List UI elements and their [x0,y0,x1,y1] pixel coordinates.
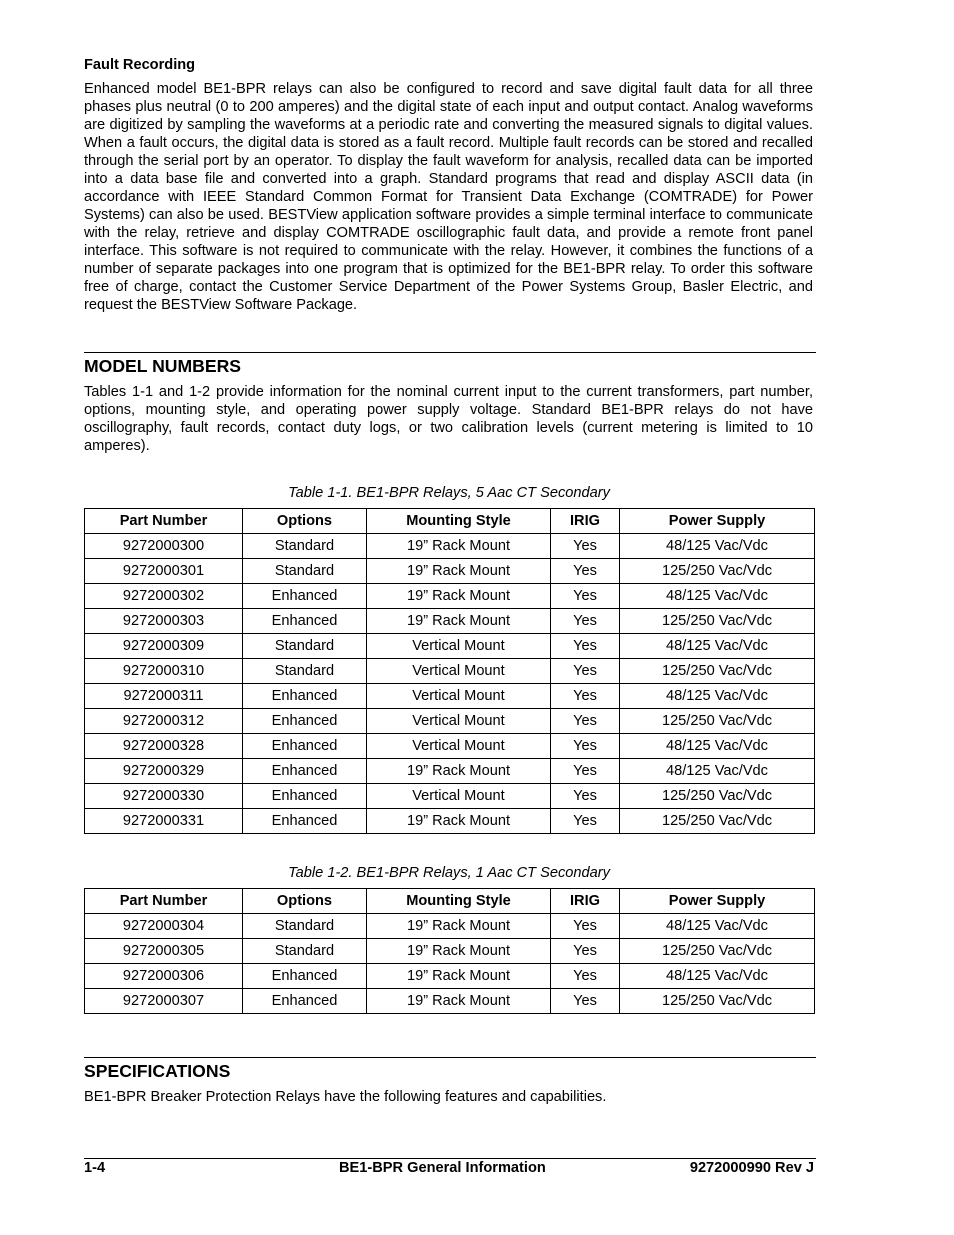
cell-options: Enhanced [243,584,367,609]
cell-irig: Yes [551,914,620,939]
table-row [85,559,815,584]
table-row [85,659,815,684]
cell-options: Standard [243,659,367,684]
cell-mounting-style: Vertical Mount [367,734,551,759]
cell-power-supply: 48/125 Vac/Vdc [620,734,815,759]
footer-rule [84,1158,816,1159]
cell-irig: Yes [551,809,620,834]
cell-options: Enhanced [243,609,367,634]
cell-irig: Yes [551,734,620,759]
cell-irig: Yes [551,709,620,734]
table-row [85,734,815,759]
cell-part-number: 9272000307 [85,989,243,1014]
cell-part-number: 9272000330 [85,784,243,809]
cell-power-supply: 125/250 Vac/Vdc [620,989,815,1014]
table-row [85,709,815,734]
cell-options: Standard [243,559,367,584]
cell-mounting-style: 19” Rack Mount [367,964,551,989]
cell-power-supply: 48/125 Vac/Vdc [620,684,815,709]
cell-power-supply: 48/125 Vac/Vdc [620,634,815,659]
header-power-supply: Power Supply [620,509,815,534]
table-row [85,684,815,709]
cell-part-number: 9272000306 [85,964,243,989]
cell-power-supply: 125/250 Vac/Vdc [620,609,815,634]
table-row [85,914,815,939]
cell-part-number: 9272000302 [85,584,243,609]
table-row [85,784,815,809]
cell-mounting-style: 19” Rack Mount [367,989,551,1014]
cell-irig: Yes [551,939,620,964]
table-row [85,809,815,834]
cell-mounting-style: Vertical Mount [367,709,551,734]
cell-options: Enhanced [243,989,367,1014]
cell-mounting-style: 19” Rack Mount [367,759,551,784]
table-1 [84,508,815,834]
table-1-body [85,534,815,834]
cell-part-number: 9272000312 [85,709,243,734]
cell-options: Enhanced [243,684,367,709]
cell-mounting-style: 19” Rack Mount [367,609,551,634]
cell-power-supply: 125/250 Vac/Vdc [620,809,815,834]
cell-irig: Yes [551,759,620,784]
table-row [85,964,815,989]
cell-part-number: 9272000303 [85,609,243,634]
table-2-body [85,914,815,1014]
cell-power-supply: 125/250 Vac/Vdc [620,559,815,584]
cell-mounting-style: 19” Rack Mount [367,559,551,584]
cell-options: Standard [243,634,367,659]
fault-recording-paragraph: Enhanced model BE1-BPR relays can also be configured to record and save digital fault data for all three phases plus neutral (0 to 200 amperes) and the digital state of each input and output contact. Analog waveforms are digitized by sampling the waveforms at a periodic rate and converting the measured signals to digital values. When a fault occurs, the digital data is stored as a fault record. Multiple fault records can be stored and recalled through the serial port by an operator. To display the fault waveform for analysis, recalled data can be imported into a data base file and converted into a graph. Standard programs that read and display ASCII data (in accordance with IEEE Standard Common Format for Transient Data Exchange (COMTRADE) for Power Systems) can also be used. BESTView application software provides a simple terminal interface to communicate with the relay, retrieve and display COMTRADE oscillographic fault data, and provide a remote front panel interface. This software is not required to communicate with the relay. However, it combines the functions of a number of separate packages into one program that is optimized for the BE1-BPR relay. To order this software free of charge, contact the Customer Service Department of the Power Systems Group, Basler Electric, and request the BESTView Software Package. [84,81,813,313]
table-1-caption: Table 1-1. BE1-BPR Relays, 5 Aac CT Secondary [288,485,610,501]
table-1-header-row [85,509,815,534]
fault-recording-heading: Fault Recording [84,57,196,73]
cell-irig: Yes [551,964,620,989]
cell-options: Enhanced [243,784,367,809]
cell-mounting-style: 19” Rack Mount [367,914,551,939]
specifications-rule [84,1057,816,1058]
cell-part-number: 9272000310 [85,659,243,684]
cell-part-number: 9272000311 [85,684,243,709]
cell-irig: Yes [551,989,620,1014]
cell-part-number: 9272000301 [85,559,243,584]
cell-mounting-style: 19” Rack Mount [367,809,551,834]
cell-mounting-style: 19” Rack Mount [367,939,551,964]
cell-options: Enhanced [243,709,367,734]
cell-power-supply: 125/250 Vac/Vdc [620,939,815,964]
table-2 [84,888,815,1014]
cell-part-number: 9272000309 [85,634,243,659]
table-row [85,759,815,784]
header-part-number: Part Number [85,509,243,534]
cell-mounting-style: Vertical Mount [367,659,551,684]
cell-irig: Yes [551,634,620,659]
cell-mounting-style: 19” Rack Mount [367,584,551,609]
cell-irig: Yes [551,609,620,634]
table-row [85,634,815,659]
cell-mounting-style: 19” Rack Mount [367,534,551,559]
cell-options: Standard [243,939,367,964]
cell-power-supply: 125/250 Vac/Vdc [620,784,815,809]
cell-options: Enhanced [243,809,367,834]
table-row [85,989,815,1014]
cell-irig: Yes [551,534,620,559]
cell-mounting-style: Vertical Mount [367,684,551,709]
cell-part-number: 9272000305 [85,939,243,964]
model-numbers-paragraph: Tables 1-1 and 1-2 provide information for the nominal current input to the current transformers, part number, options, mounting style, and operating power supply voltage. Standard BE1-BPR relays do not have oscillography, fault records, contact duty logs, or two calibration levels (current metering is limited to 10 amperes). [84,384,813,454]
cell-irig: Yes [551,784,620,809]
cell-part-number: 9272000329 [85,759,243,784]
table-row [85,584,815,609]
footer-title: BE1-BPR General Information [339,1160,546,1176]
cell-part-number: 9272000300 [85,534,243,559]
cell-power-supply: 125/250 Vac/Vdc [620,659,815,684]
header-options: Options [243,889,367,914]
cell-mounting-style: Vertical Mount [367,784,551,809]
footer-page-number: 1-4 [84,1160,106,1176]
cell-part-number: 9272000304 [85,914,243,939]
table-row [85,939,815,964]
table-row [85,534,815,559]
cell-power-supply: 48/125 Vac/Vdc [620,759,815,784]
header-power-supply: Power Supply [620,889,815,914]
cell-irig: Yes [551,584,620,609]
table-2-caption: Table 1-2. BE1-BPR Relays, 1 Aac CT Secondary [288,865,610,881]
cell-options: Standard [243,534,367,559]
model-numbers-title: MODEL NUMBERS [84,356,242,376]
cell-options: Enhanced [243,759,367,784]
specifications-paragraph: BE1-BPR Breaker Protection Relays have the following features and capabilities. [84,1089,607,1105]
header-irig: IRIG [551,889,620,914]
cell-part-number: 9272000328 [85,734,243,759]
cell-power-supply: 48/125 Vac/Vdc [620,534,815,559]
cell-irig: Yes [551,684,620,709]
cell-irig: Yes [551,559,620,584]
table-2-header-row [85,889,815,914]
cell-irig: Yes [551,659,620,684]
cell-power-supply: 125/250 Vac/Vdc [620,709,815,734]
cell-power-supply: 48/125 Vac/Vdc [620,914,815,939]
header-irig: IRIG [551,509,620,534]
cell-power-supply: 48/125 Vac/Vdc [620,964,815,989]
header-mounting-style: Mounting Style [367,509,551,534]
header-part-number: Part Number [85,889,243,914]
header-mounting-style: Mounting Style [367,889,551,914]
cell-options: Standard [243,914,367,939]
header-options: Options [243,509,367,534]
specifications-title: SPECIFICATIONS [84,1061,231,1081]
cell-options: Enhanced [243,734,367,759]
cell-part-number: 9272000331 [85,809,243,834]
footer-doc-number: 9272000990 Rev J [689,1160,814,1176]
cell-options: Enhanced [243,964,367,989]
model-numbers-rule [84,352,816,353]
cell-power-supply: 48/125 Vac/Vdc [620,584,815,609]
cell-mounting-style: Vertical Mount [367,634,551,659]
table-row [85,609,815,634]
